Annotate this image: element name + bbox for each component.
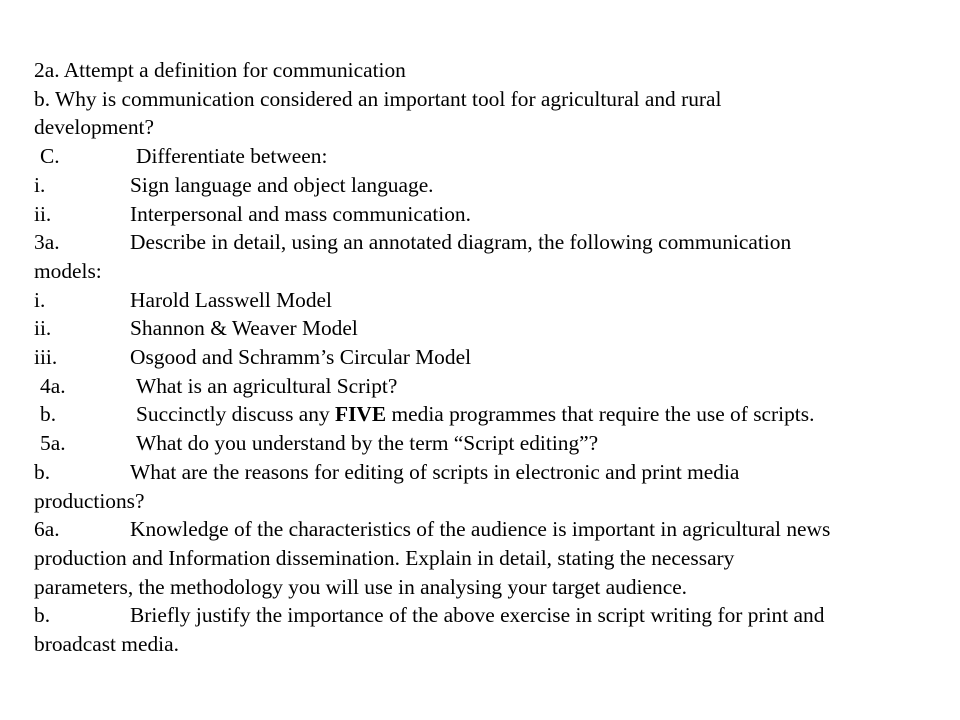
question-number: ii. xyxy=(34,316,52,341)
question-3a-ii xyxy=(34,314,934,343)
question-text-before: Succinctly discuss any xyxy=(136,402,336,427)
question-text: Shannon & Weaver Model xyxy=(130,316,358,341)
question-2c xyxy=(34,142,934,171)
question-number: i. xyxy=(34,172,46,197)
question-2b-line-1: b. Why is communication considered an important tool for agricultural and rural xyxy=(34,86,722,111)
question-number: b. xyxy=(40,402,57,427)
question-6b-continuation: broadcast media. xyxy=(34,632,179,657)
question-3a-iii xyxy=(34,343,934,372)
emphasis-five: FIVE xyxy=(335,402,387,427)
question-5a xyxy=(34,429,934,458)
question-number: 3a. xyxy=(34,230,60,255)
question-5b-continuation: productions? xyxy=(34,488,145,513)
exam-questions-document xyxy=(34,56,934,659)
question-number: 4a. xyxy=(40,373,66,398)
question-number: C. xyxy=(40,144,60,169)
question-text: Briefly justify the importance of the above exercise in script writing for print and xyxy=(130,603,825,628)
question-3a-continuation: models: xyxy=(34,258,102,283)
question-number: b. xyxy=(34,459,51,484)
question-6a xyxy=(34,515,934,544)
question-text: What do you understand by the term “Script editing”? xyxy=(136,431,599,456)
question-number: iii. xyxy=(34,345,58,370)
question-3a-i xyxy=(34,286,934,315)
question-text: Interpersonal and mass communication. xyxy=(130,201,471,226)
question-2b-line-2: development? xyxy=(34,115,154,140)
question-text: Knowledge of the characteristics of the audience is important in agricultural news xyxy=(130,517,831,542)
question-text: Differentiate between: xyxy=(136,144,328,169)
question-5b xyxy=(34,458,934,487)
question-2a: 2a. Attempt a definition for communication xyxy=(34,58,406,82)
question-text: Osgood and Schramm’s Circular Model xyxy=(130,345,472,370)
question-text-after: media programmes that require the use of scripts. xyxy=(386,402,815,427)
question-2c-i xyxy=(34,171,934,200)
question-number: b. xyxy=(34,603,51,628)
question-4a xyxy=(34,372,934,401)
question-6b xyxy=(34,601,934,630)
question-text: What are the reasons for editing of scripts in electronic and print media xyxy=(130,459,740,484)
question-text: What is an agricultural Script? xyxy=(136,373,398,398)
question-text: Describe in detail, using an annotated diagram, the following communication xyxy=(130,230,792,255)
question-6a-continuation-2: parameters, the methodology you will use in analysing your target audience. xyxy=(34,574,688,599)
question-number: 6a. xyxy=(34,517,60,542)
question-text: Sign language and object language. xyxy=(130,172,434,197)
question-number: ii. xyxy=(34,201,52,226)
question-number: i. xyxy=(34,287,46,312)
question-4b xyxy=(34,400,934,429)
question-2c-ii xyxy=(34,200,934,229)
question-text: Harold Lasswell Model xyxy=(130,287,332,312)
question-6a-continuation-1: production and Information dissemination. Explain in detail, stating the necessary xyxy=(34,545,735,570)
question-3a xyxy=(34,228,934,257)
question-number: 5a. xyxy=(40,431,66,456)
